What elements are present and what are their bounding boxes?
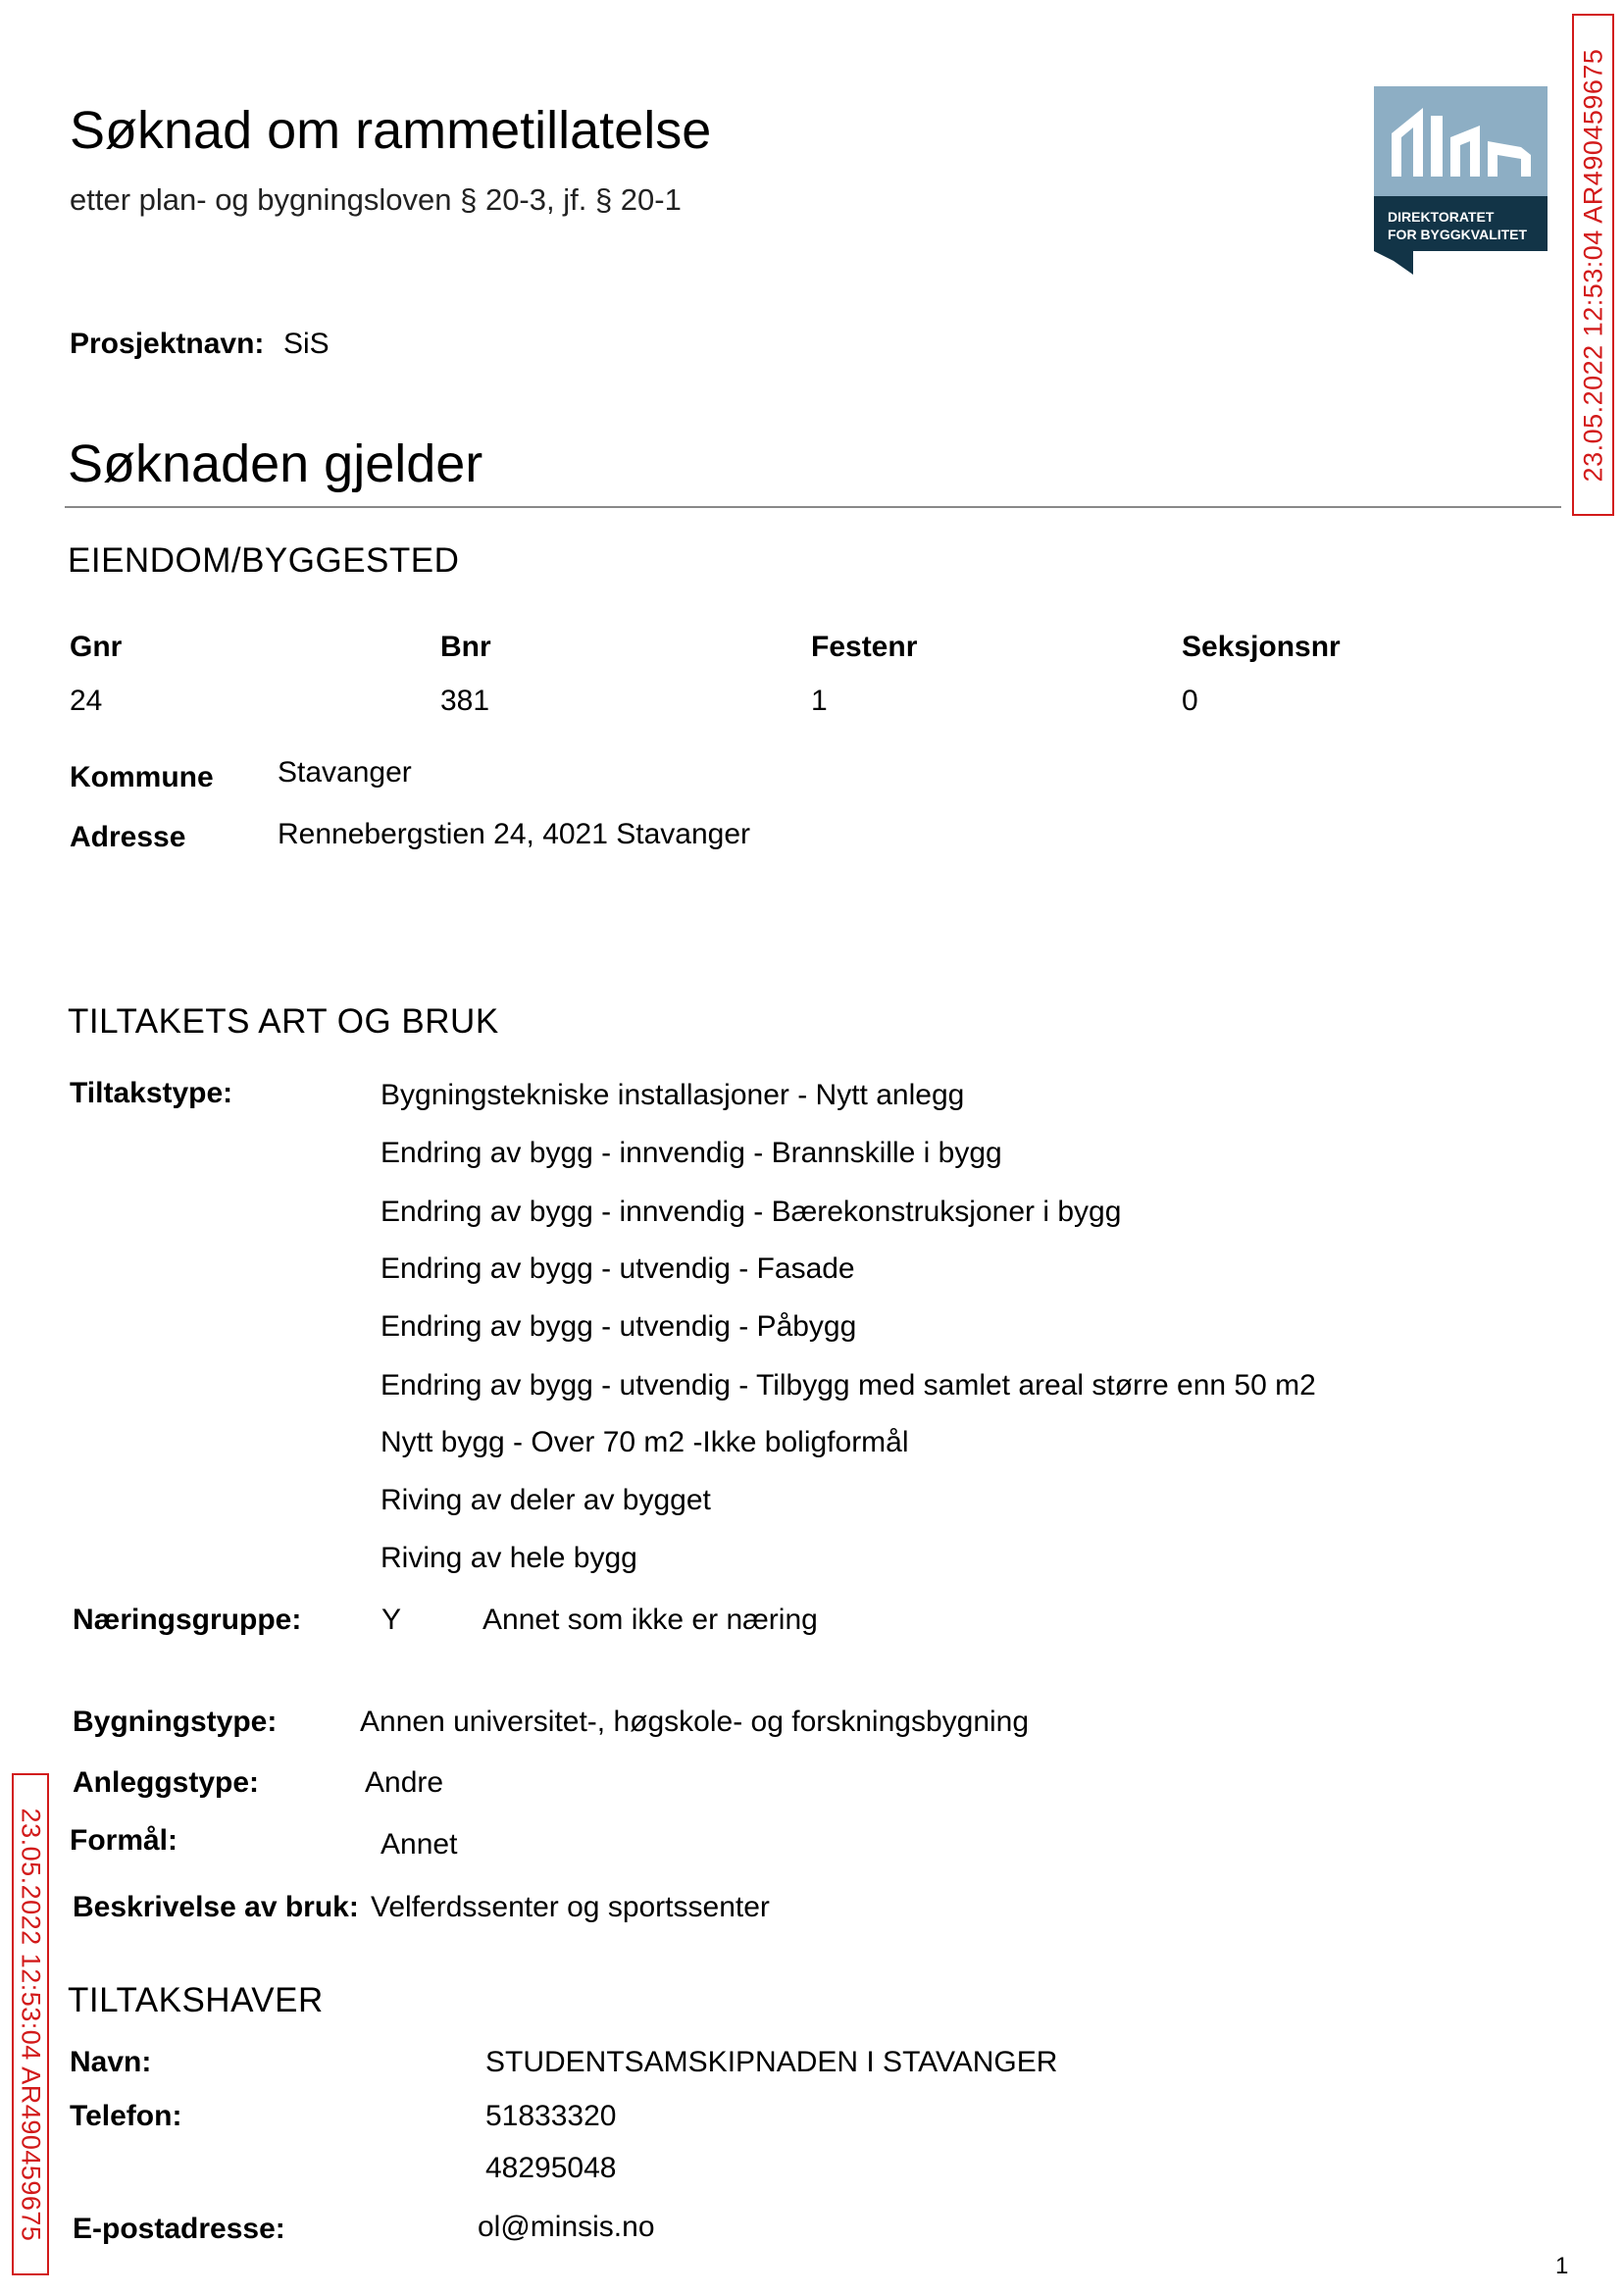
gnr-value: 24: [70, 685, 103, 717]
section-divider: [65, 506, 1561, 508]
document-title: Søknad om rammetillatelse: [70, 101, 712, 160]
kommune-label: Kommune: [70, 761, 214, 793]
tiltakstype-item: Riving av deler av bygget: [381, 1484, 711, 1516]
gnr-label: Gnr: [70, 631, 123, 663]
dibk-logo: [1374, 86, 1548, 275]
tiltakstype-item: Endring av bygg - utvendig - Tilbygg med samlet areal større enn 50 m2: [381, 1369, 1316, 1402]
receipt-stamp-text: 23.05.2022 12:53:04 AR490459675: [1578, 48, 1607, 482]
telefon-value: 51833320: [485, 2100, 617, 2132]
seksjonsnr-label: Seksjonsnr: [1182, 631, 1341, 663]
bnr-label: Bnr: [440, 631, 491, 663]
bygningstype-value: Annen universitet-, høgskole- og forskningsbygning: [360, 1706, 1030, 1738]
telefon-label: Telefon:: [70, 2100, 182, 2132]
formal-label: Formål:: [70, 1824, 178, 1857]
seksjonsnr-value: 0: [1182, 685, 1198, 717]
logo-text-1: DIREKTORATET: [1388, 209, 1495, 225]
tiltakstype-label: Tiltakstype:: [70, 1077, 233, 1109]
beskrivelse-value: Velferdssenter og sportssenter: [371, 1891, 770, 1923]
naeringsgruppe-value: Annet som ikke er næring: [482, 1604, 818, 1636]
festenr-value: 1: [811, 685, 828, 717]
navn-value: STUDENTSAMSKIPNADEN I STAVANGER: [485, 2046, 1058, 2078]
adresse-label: Adresse: [70, 821, 186, 853]
project-name-value: SiS: [283, 328, 330, 360]
receipt-stamp-side: [12, 1773, 49, 2275]
epost-value: ol@minsis.no: [478, 2211, 655, 2243]
bnr-value: 381: [440, 685, 490, 717]
tiltakstype-item: Riving av hele bygg: [381, 1542, 637, 1574]
section-title: Søknaden gjelder: [68, 434, 483, 493]
bygningstype-label: Bygningstype:: [73, 1706, 278, 1738]
tiltakstype-item: Endring av bygg - utvendig - Fasade: [381, 1252, 855, 1285]
eiendom-heading: EIENDOM/BYGGESTED: [68, 541, 460, 580]
tiltakstype-item: Bygningstekniske installasjoner - Nytt anlegg: [381, 1079, 965, 1111]
receipt-stamp-text: 23.05.2022 12:53:04 AR490459675: [16, 1808, 46, 2241]
tiltakstype-item: Nytt bygg - Over 70 m2 -Ikke boligformål: [381, 1426, 909, 1458]
naeringsgruppe-code: Y: [381, 1604, 402, 1636]
tiltakshaver-heading: TILTAKSHAVER: [68, 1981, 324, 2019]
adresse-value: Rennebergstien 24, 4021 Stavanger: [278, 818, 751, 850]
page-number: 1: [1555, 2253, 1569, 2279]
kommune-value: Stavanger: [278, 756, 412, 789]
tiltak-heading: TILTAKETS ART OG BRUK: [68, 1002, 499, 1041]
telefon-value: 48295048: [485, 2152, 617, 2184]
tiltakstype-item: Endring av bygg - utvendig - Påbygg: [381, 1310, 857, 1343]
navn-label: Navn:: [70, 2046, 152, 2078]
project-name-label: Prosjektnavn:: [70, 328, 265, 360]
logo-text-2: FOR BYGGKVALITET: [1388, 227, 1528, 242]
anleggstype-label: Anleggstype:: [73, 1766, 260, 1799]
receipt-stamp-top: [1572, 14, 1614, 516]
festenr-label: Festenr: [811, 631, 918, 663]
tiltakstype-item: Endring av bygg - innvendig - Bærekonstruksjoner i bygg: [381, 1196, 1122, 1228]
formal-value: Annet: [381, 1828, 458, 1861]
beskrivelse-label: Beskrivelse av bruk:: [73, 1891, 359, 1923]
epost-label: E-postadresse:: [73, 2213, 285, 2245]
document-subtitle: etter plan- og bygningsloven § 20-3, jf. § 20-1: [70, 182, 682, 217]
tiltakstype-item: Endring av bygg - innvendig - Brannskille i bygg: [381, 1137, 1002, 1169]
anleggstype-value: Andre: [365, 1766, 444, 1799]
naeringsgruppe-label: Næringsgruppe:: [73, 1604, 302, 1636]
